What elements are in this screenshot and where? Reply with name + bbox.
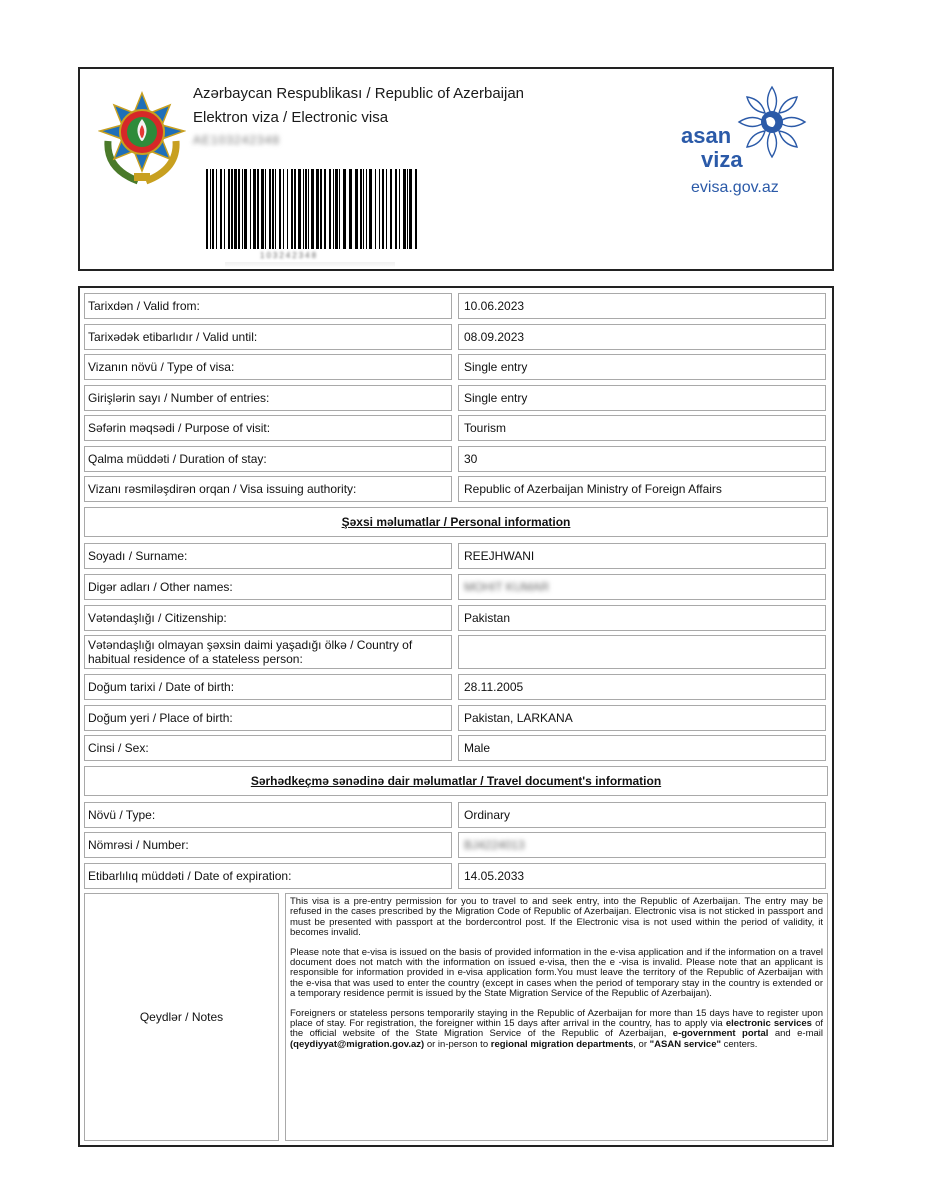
citizenship-value: Pakistan bbox=[458, 605, 826, 631]
document-number-label: Nömrəsi / Number: bbox=[84, 832, 452, 858]
header-title-electronic-visa: Elektron viza / Electronic visa bbox=[193, 109, 389, 126]
purpose-label: Səfərin məqsədi / Purpose of visit: bbox=[84, 415, 452, 441]
notes-label: Qeydlər / Notes bbox=[84, 893, 279, 1141]
barcode-icon bbox=[206, 169, 420, 249]
visa-details-table bbox=[78, 286, 834, 1147]
notes-p3-k: centers. bbox=[720, 1038, 758, 1050]
notes-p3-a: Foreigners or stateless persons temporarily staying in the Republic of Azerbaijan for more than 15 days have to register upon place of stay. For registration, the foreigner within 15 days after arrival in the country, has to apply via bbox=[290, 1007, 823, 1030]
asan-viza-logo bbox=[677, 81, 817, 206]
visa-number: AE103242348 bbox=[193, 133, 281, 147]
valid-from-value: 10.06.2023 bbox=[458, 293, 826, 319]
notes-electronic-services: electronic services bbox=[725, 1018, 812, 1030]
document-type-value: Ordinary bbox=[458, 802, 826, 828]
notes-p3-i: , or bbox=[633, 1038, 650, 1050]
place-of-birth-label: Doğum yeri / Place of birth: bbox=[84, 705, 452, 731]
document-number-text: BJ4224013 bbox=[464, 838, 525, 852]
azerbaijan-coat-of-arms-icon bbox=[98, 91, 186, 187]
surname-value: REEJHWANI bbox=[458, 543, 826, 569]
barcode-shadow bbox=[225, 262, 395, 268]
notes-p3-c: of the official website of the State Migration Service of the Republic of Azerbaijan, bbox=[290, 1018, 824, 1040]
notes-text bbox=[285, 893, 828, 1141]
document-number-value bbox=[458, 832, 826, 858]
notes-paragraph-2: Please note that e-visa is issued on the basis of provided information in the e-visa application and if the information on a travel document does not match with the information on issued e-visa, then the e -visa is invalid. Please note that an applicant is responsible for information provided in e-visa application form.You must leave the territory of the Republic of Azerbaijan with the e-visa that was used to enter the country (except in cases when the period of temporary stay in the country is extended or a temporary residence permit is issued by the State Migration Service of the Republic of Azerbaijan). bbox=[290, 946, 823, 1000]
barcode-number: 103242348 bbox=[260, 251, 319, 260]
issuing-authority-value: Republic of Azerbaijan Ministry of Foreign Affairs bbox=[458, 476, 826, 502]
notes-email: (qeydiyyat@migration.gov.az) bbox=[290, 1038, 425, 1050]
asan-flower-icon bbox=[733, 83, 811, 175]
notes-asan-service: "ASAN service" bbox=[649, 1038, 721, 1050]
notes-paragraph-3 bbox=[290, 1009, 823, 1051]
other-names-value bbox=[458, 574, 826, 600]
duration-label: Qalma müddəti / Duration of stay: bbox=[84, 446, 452, 472]
personal-info-heading: Şəxsi məlumatlar / Personal information bbox=[84, 507, 828, 537]
logo-url: evisa.gov.az bbox=[691, 179, 779, 196]
entries-value: Single entry bbox=[458, 385, 826, 411]
notes-p3-e: and e-mail bbox=[768, 1028, 823, 1040]
visa-type-label: Vizanın növü / Type of visa: bbox=[84, 354, 452, 380]
place-of-birth-value: Pakistan, LARKANA bbox=[458, 705, 826, 731]
issuing-authority-label: Vizanı rəsmiləşdirən orqan / Visa issuing authority: bbox=[84, 476, 452, 502]
visa-type-value: Single entry bbox=[458, 354, 826, 380]
notes-regional-departments: regional migration departments bbox=[490, 1038, 634, 1050]
notes-p3-g: or in-person to bbox=[424, 1038, 491, 1050]
stateless-residence-label: Vətəndaşlığı olmayan şəxsin daimi yaşadığı ölkə / Country of habitual residence of a stateless person: bbox=[84, 635, 452, 669]
valid-from-label: Tarixdən / Valid from: bbox=[84, 293, 452, 319]
valid-until-value: 08.09.2023 bbox=[458, 324, 826, 350]
purpose-value: Tourism bbox=[458, 415, 826, 441]
expiration-label: Etibarlılıq müddəti / Date of expiration: bbox=[84, 863, 452, 889]
logo-word-asan: asan bbox=[681, 123, 732, 148]
date-of-birth-value: 28.11.2005 bbox=[458, 674, 826, 700]
visa-header bbox=[78, 67, 834, 271]
other-names-label: Digər adları / Other names: bbox=[84, 574, 452, 600]
document-type-label: Növü / Type: bbox=[84, 802, 452, 828]
notes-paragraph-1: This visa is a pre-entry permission for you to travel to and seek entry, into the Republic of Azerbaijan. The entry may be refused in the cases prescribed by the Migration Code of Republic of Azerbaijan. Electronic visa is not sticked in passport and must be presented with passport at the bordercontrol post. If the Electronic visa is not used within the period of validity, it becomes invalid. bbox=[290, 896, 823, 939]
sex-label: Cinsi / Sex: bbox=[84, 735, 452, 761]
valid-until-label: Tarixədək etibarlıdır / Valid until: bbox=[84, 324, 452, 350]
expiration-value: 14.05.2033 bbox=[458, 863, 826, 889]
entries-label: Girişlərin sayı / Number of entries: bbox=[84, 385, 452, 411]
header-title-azerbaijan: Azərbaycan Respublikası / Republic of Azerbaijan bbox=[193, 85, 525, 102]
stateless-residence-value bbox=[458, 635, 826, 669]
sex-value: Male bbox=[458, 735, 826, 761]
other-names-text: MOHIT KUMAR bbox=[464, 580, 550, 594]
citizenship-label: Vətəndaşlığı / Citizenship: bbox=[84, 605, 452, 631]
duration-value: 30 bbox=[458, 446, 826, 472]
date-of-birth-label: Doğum tarixi / Date of birth: bbox=[84, 674, 452, 700]
notes-egov-portal: e-government portal bbox=[672, 1028, 769, 1040]
logo-word-viza: viza bbox=[701, 147, 743, 172]
surname-label: Soyadı / Surname: bbox=[84, 543, 452, 569]
travel-document-heading: Sərhədkeçmə sənədinə dair məlumatlar / Travel document's information bbox=[84, 766, 828, 796]
